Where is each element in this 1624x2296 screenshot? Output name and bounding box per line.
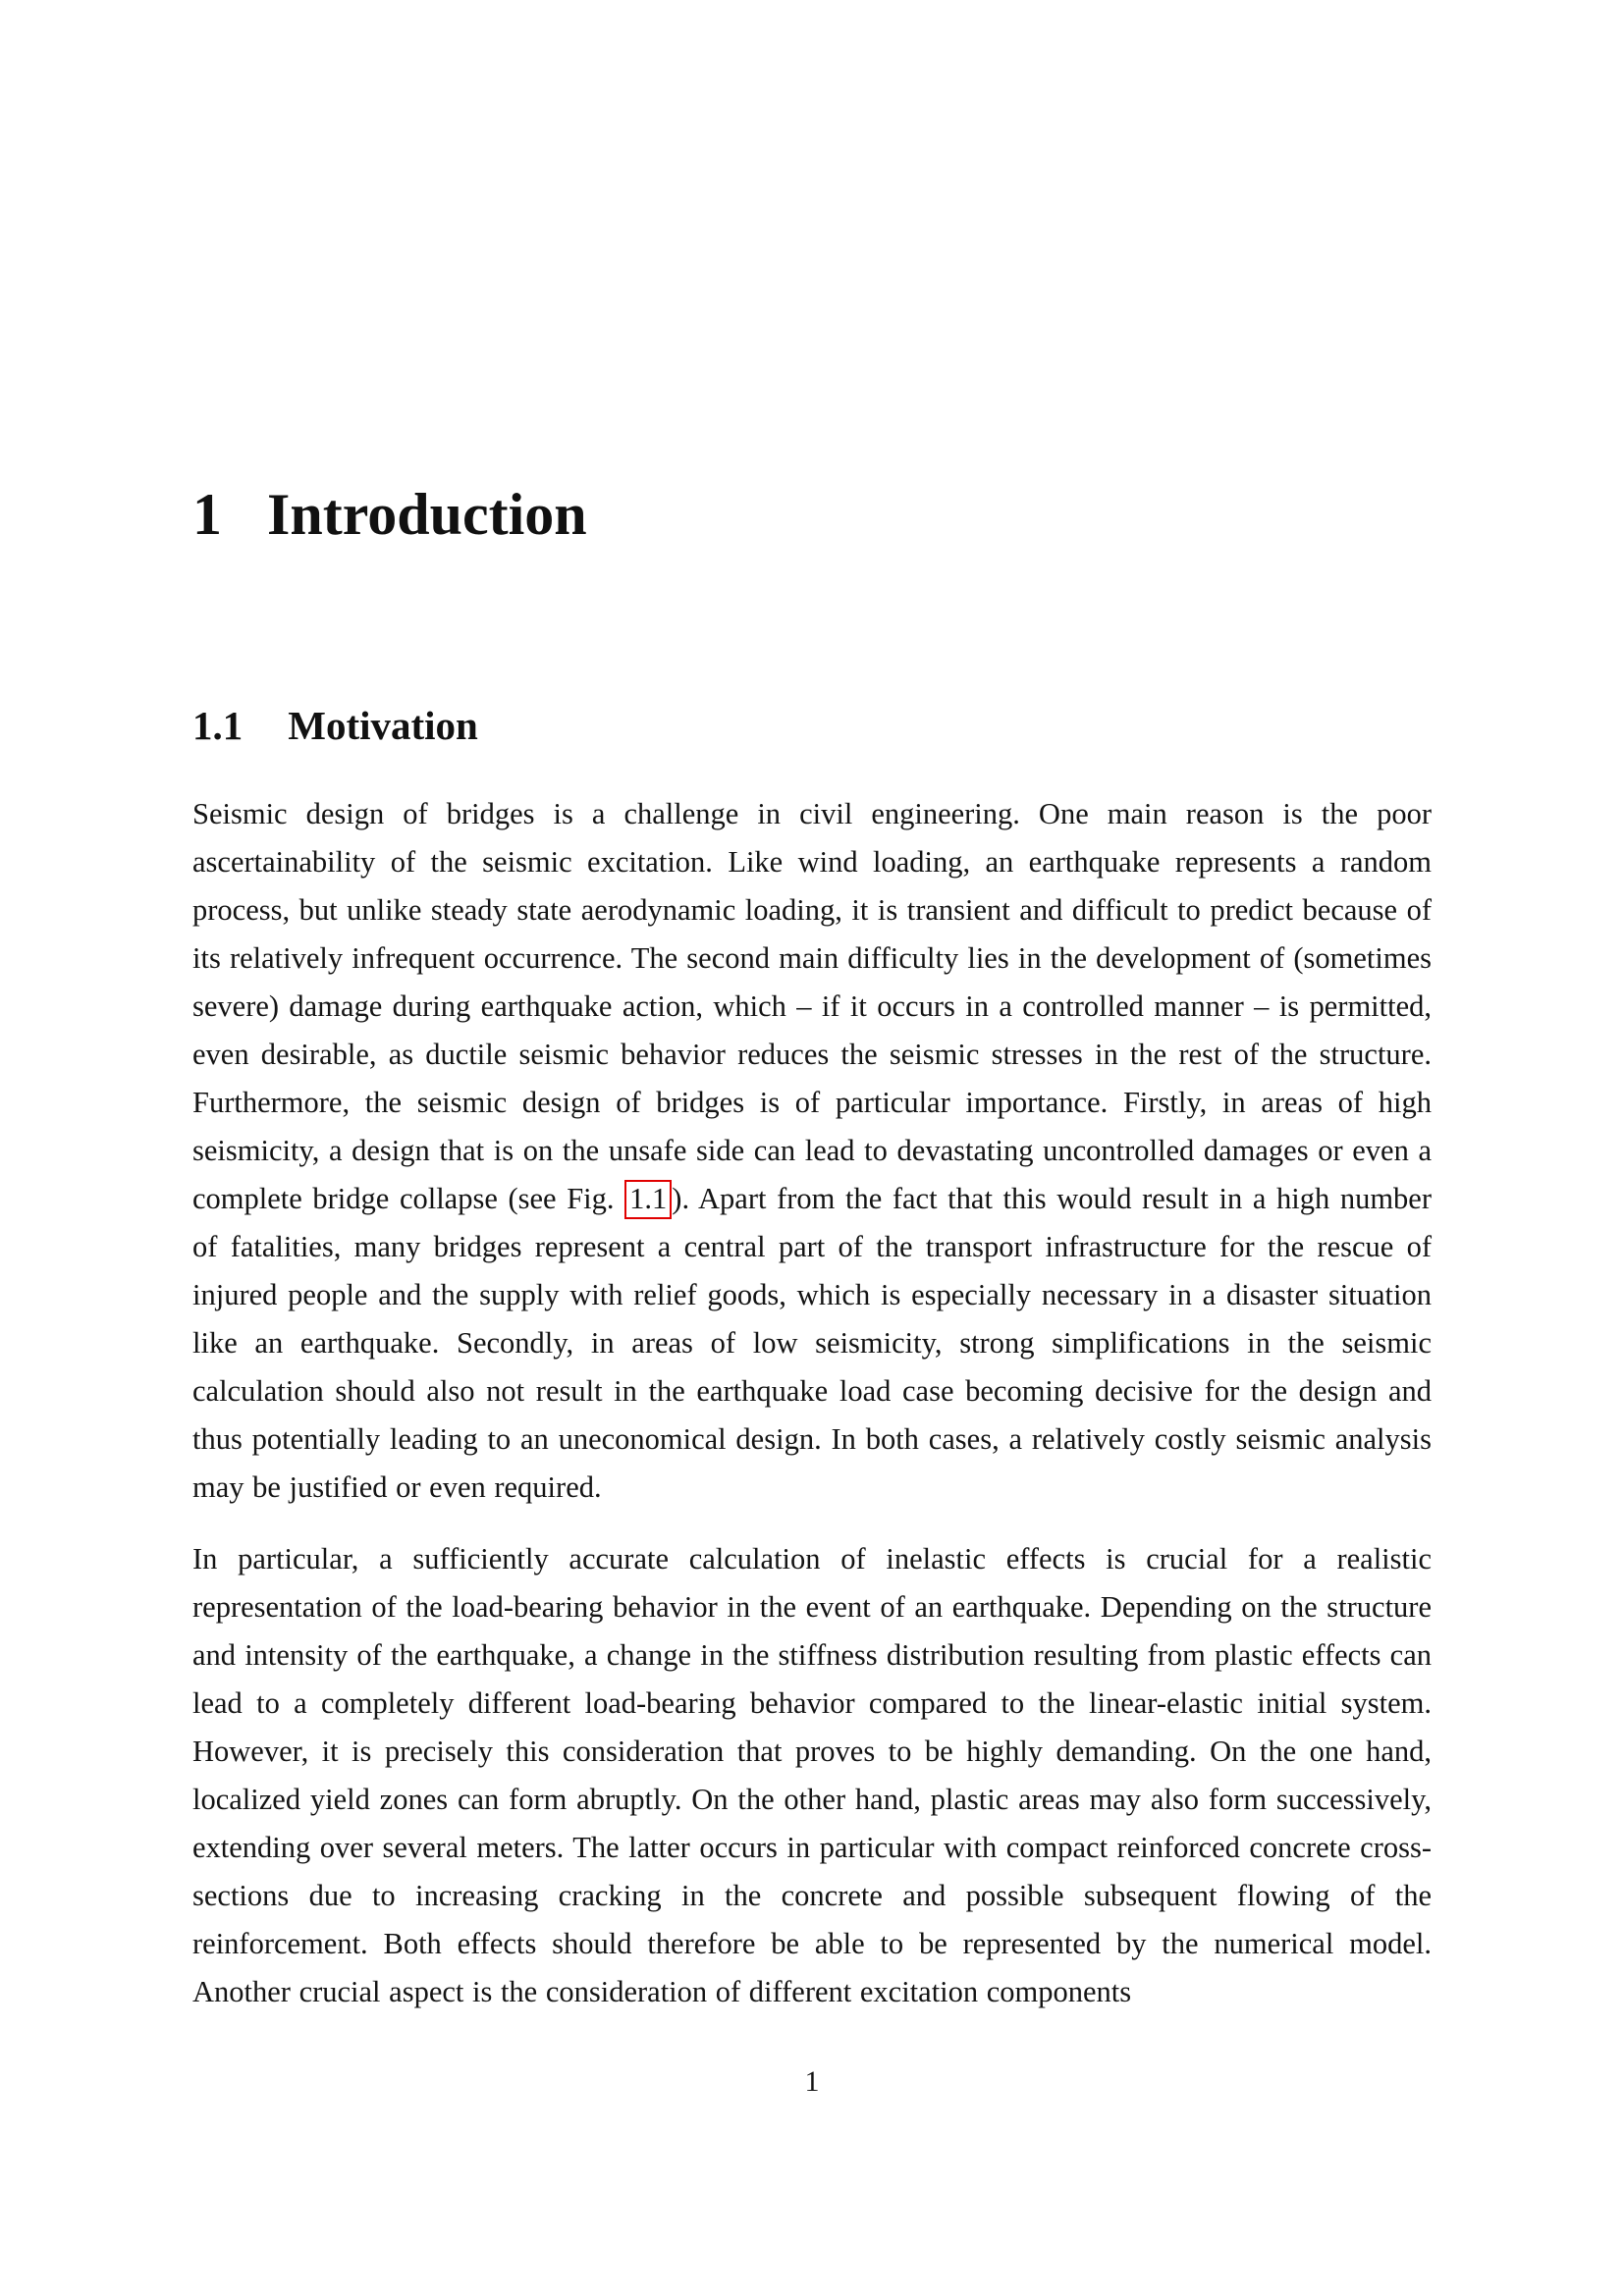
text-block bbox=[192, 0, 1432, 2016]
paragraph-1-text-after-ref: ). Apart from the fact that this would result in a high number of fatalities, many bridges represent a central part of the transport infrastructure for the rescue of injured people and the supply with relief goods, which is especially necessary in a disaster situation like an earthquake. Secondly, in areas of low seismicity, strong simplifications in the seismic calculation should also not result in the earthquake load case becoming decisive for the design and thus potentially leading to an uneconomical design. In both cases, a relatively costly seismic analysis may be justified or even required. bbox=[192, 1182, 1433, 1504]
paragraph-1-text-before-ref: Seismic design of bridges is a challenge in civil engineering. One main reason is the poor ascertainability of the seismic excitation. Like wind loading, an earthquake represents a random process, but unlike steady state aerodynamic loading, it is transient and difficult to predict because of its relatively infrequent occurrence. The second main difficulty lies in the development of (sometimes severe) damage during earthquake action, which – if it occurs in a controlled manner – is permitted, even desirable, as ductile seismic behavior reduces the seismic stresses in the rest of the structure. Furthermore, the seismic design of bridges is of particular importance. Firstly, in areas of high seismicity, a design that is on the unsafe side can lead to devastating uncontrolled damages or even a complete bridge collapse (see Fig. bbox=[192, 797, 1432, 1215]
section-heading bbox=[192, 702, 1432, 749]
paragraph-motivation-1 bbox=[192, 790, 1432, 1512]
section-number: 1.1 bbox=[192, 703, 244, 748]
figure-reference-link[interactable]: 1.1 bbox=[624, 1180, 672, 1219]
chapter-number: 1 bbox=[192, 482, 222, 547]
chapter-title: Introduction bbox=[267, 482, 587, 547]
paragraph-motivation-2: In particular, a sufficiently accurate calculation of inelastic effects is crucial for a realistic representation of the load-bearing behavior in the event of an earthquake. Depending on the structure and intensity of the earthquake, a change in the stiffness distribution resulting from plastic effects can lead to a completely different load-bearing behavior compared to the linear-elastic initial system. However, it is precisely this consideration that proves to be highly demanding. On the one hand, localized yield zones can form abruptly. On the other hand, plastic areas may also form successively, extending over several meters. The latter occurs in particular with compact reinforced concrete cross-sections due to increasing cracking in the concrete and possible subsequent flowing of the reinforcement. Both effects should therefore be able to be represented by the numerical model. Another crucial aspect is the consideration of different excitation components bbox=[192, 1542, 1432, 2008]
section-title: Motivation bbox=[288, 703, 478, 748]
chapter-heading bbox=[192, 481, 1432, 549]
page-number: 1 bbox=[804, 2065, 820, 2098]
